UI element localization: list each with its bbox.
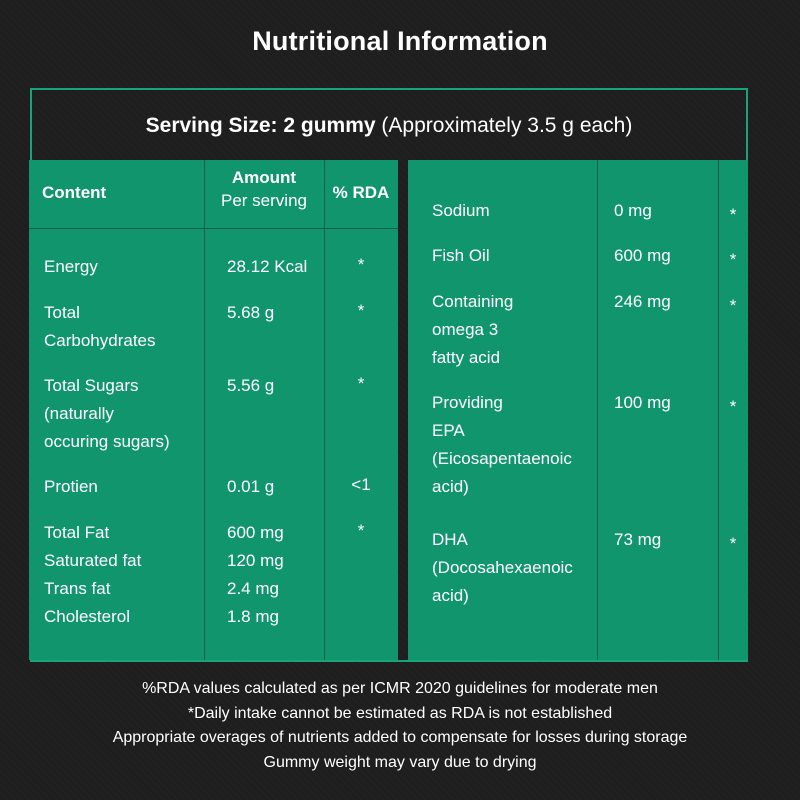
nutrient-name bbox=[44, 299, 156, 355]
nutrient-rda bbox=[718, 393, 748, 421]
nutrient-name-line: acid) bbox=[432, 586, 469, 605]
header-content: Content bbox=[42, 183, 107, 202]
nutrient-name bbox=[44, 372, 170, 456]
footnote-rda-basis: %RDA values calculated as per ICMR 2020 guidelines for moderate men bbox=[142, 680, 658, 697]
serving-size-label: Serving Size: 2 gummy bbox=[145, 114, 376, 137]
nutrient-rda-line: * bbox=[357, 255, 365, 274]
nutrient-name-line: Carbohydrates bbox=[44, 331, 156, 350]
nutrient-amount bbox=[614, 242, 671, 270]
nutrient-name-line: (naturally bbox=[44, 404, 114, 423]
nutrient-name-line: Protien bbox=[44, 477, 98, 496]
nutrient-name-line: occuring sugars) bbox=[44, 432, 170, 451]
nutrient-name-line: (Eicosapentaenoic bbox=[432, 449, 572, 468]
nutrient-amount-line: 0.01 g bbox=[227, 477, 275, 496]
page-title: Nutritional Information bbox=[252, 26, 548, 56]
nutrient-name-line: Energy bbox=[44, 257, 98, 276]
nutrient-amount-line: 600 mg bbox=[614, 246, 671, 265]
nutrient-name-line: Total Sugars bbox=[44, 376, 139, 395]
nutrient-rda bbox=[718, 292, 748, 320]
nutrient-name bbox=[44, 519, 141, 631]
nutrient-name-line: Providing bbox=[432, 393, 503, 412]
nutrient-name-line: omega 3 bbox=[432, 320, 499, 339]
nutrient-rda bbox=[324, 471, 398, 499]
nutrient-rda-line: * bbox=[729, 250, 737, 269]
nutrient-rda-line: * bbox=[729, 205, 737, 224]
nutrient-rda-line: <1 bbox=[351, 475, 371, 494]
nutrition-table-left bbox=[29, 160, 398, 660]
nutrient-name bbox=[432, 389, 572, 501]
nutrient-rda-line: * bbox=[357, 374, 365, 393]
nutrient-amount bbox=[614, 389, 671, 417]
nutrient-amount bbox=[614, 526, 661, 554]
nutrient-amount-line: 1.8 mg bbox=[227, 607, 279, 626]
serving-size-detail: (Approximately 3.5 g each) bbox=[381, 114, 633, 137]
nutrient-amount bbox=[227, 299, 274, 327]
nutrient-name bbox=[44, 253, 98, 281]
nutrient-amount-line: 120 mg bbox=[227, 551, 284, 570]
nutrient-rda-line: * bbox=[357, 521, 365, 540]
nutrient-rda bbox=[324, 297, 398, 325]
nutrient-rda-line: * bbox=[357, 301, 365, 320]
footnotes bbox=[0, 677, 800, 775]
nutrient-rda bbox=[718, 246, 748, 274]
nutrient-name-line: Cholesterol bbox=[44, 607, 130, 626]
column-divider bbox=[204, 160, 205, 660]
nutrient-rda bbox=[718, 530, 748, 558]
nutrient-amount bbox=[227, 253, 307, 281]
nutrient-amount bbox=[227, 473, 274, 501]
header-divider bbox=[29, 228, 398, 229]
nutrition-table-right bbox=[408, 160, 748, 660]
nutrient-amount bbox=[227, 519, 284, 631]
nutrient-name-line: Saturated fat bbox=[44, 551, 142, 570]
serving-size bbox=[32, 90, 746, 162]
nutrient-rda bbox=[718, 201, 748, 229]
nutrient-name bbox=[44, 473, 98, 501]
column-divider bbox=[597, 160, 598, 660]
nutrient-rda-line: * bbox=[729, 296, 737, 315]
nutrient-name-line: (Docosahexaenoic bbox=[432, 558, 573, 577]
nutrient-rda bbox=[324, 517, 398, 545]
nutrient-amount-line: 5.68 g bbox=[227, 303, 275, 322]
nutrient-name-line: Sodium bbox=[432, 201, 490, 220]
footnote-gummy-weight: Gummy weight may vary due to drying bbox=[263, 753, 537, 771]
nutrient-amount-line: 5.56 g bbox=[227, 376, 275, 395]
nutrient-rda-line: * bbox=[729, 534, 737, 553]
nutrient-amount bbox=[614, 197, 652, 225]
nutrient-amount-line: 73 mg bbox=[614, 530, 662, 549]
nutrient-name bbox=[432, 526, 573, 610]
nutrient-amount bbox=[614, 288, 671, 316]
nutrient-name bbox=[432, 197, 490, 225]
footnote-overages: Appropriate overages of nutrients added to compensate for losses during storage bbox=[112, 729, 688, 746]
nutrient-name bbox=[432, 242, 490, 270]
header-rda: % RDA bbox=[332, 183, 390, 202]
nutrient-amount-line: 28.12 Kcal bbox=[227, 257, 308, 276]
column-divider bbox=[324, 160, 325, 660]
nutrient-name-line: EPA bbox=[432, 421, 465, 440]
header-amount-sub: Per serving bbox=[221, 191, 307, 210]
nutrient-amount-line: 2.4 mg bbox=[227, 579, 279, 598]
nutrient-name-line: Trans fat bbox=[44, 579, 111, 598]
nutrient-name-line: fatty acid bbox=[432, 348, 501, 367]
nutrient-amount bbox=[227, 372, 274, 400]
footnote-rda-not-established: *Daily intake cannot be estimated as RDA is not established bbox=[187, 704, 613, 722]
nutrient-name-line: Fish Oil bbox=[432, 246, 490, 265]
nutrient-name bbox=[432, 288, 513, 372]
nutrient-name-line: acid) bbox=[432, 477, 469, 496]
nutrient-amount-line: 100 mg bbox=[614, 393, 671, 412]
nutrient-name-line: DHA bbox=[432, 530, 468, 549]
nutrient-amount-line: 600 mg bbox=[227, 523, 284, 542]
header-amount bbox=[204, 166, 324, 212]
nutrient-rda-line: * bbox=[729, 397, 737, 416]
nutrient-rda bbox=[324, 251, 398, 279]
nutrient-name-line: Total Fat bbox=[44, 523, 110, 542]
nutrient-name-line: Containing bbox=[432, 292, 514, 311]
nutrient-name-line: Total bbox=[44, 303, 80, 322]
nutrient-amount-line: 246 mg bbox=[614, 292, 671, 311]
header-amount-label: Amount bbox=[231, 168, 297, 187]
nutrient-amount-line: 0 mg bbox=[614, 201, 652, 220]
nutrient-rda bbox=[324, 370, 398, 398]
